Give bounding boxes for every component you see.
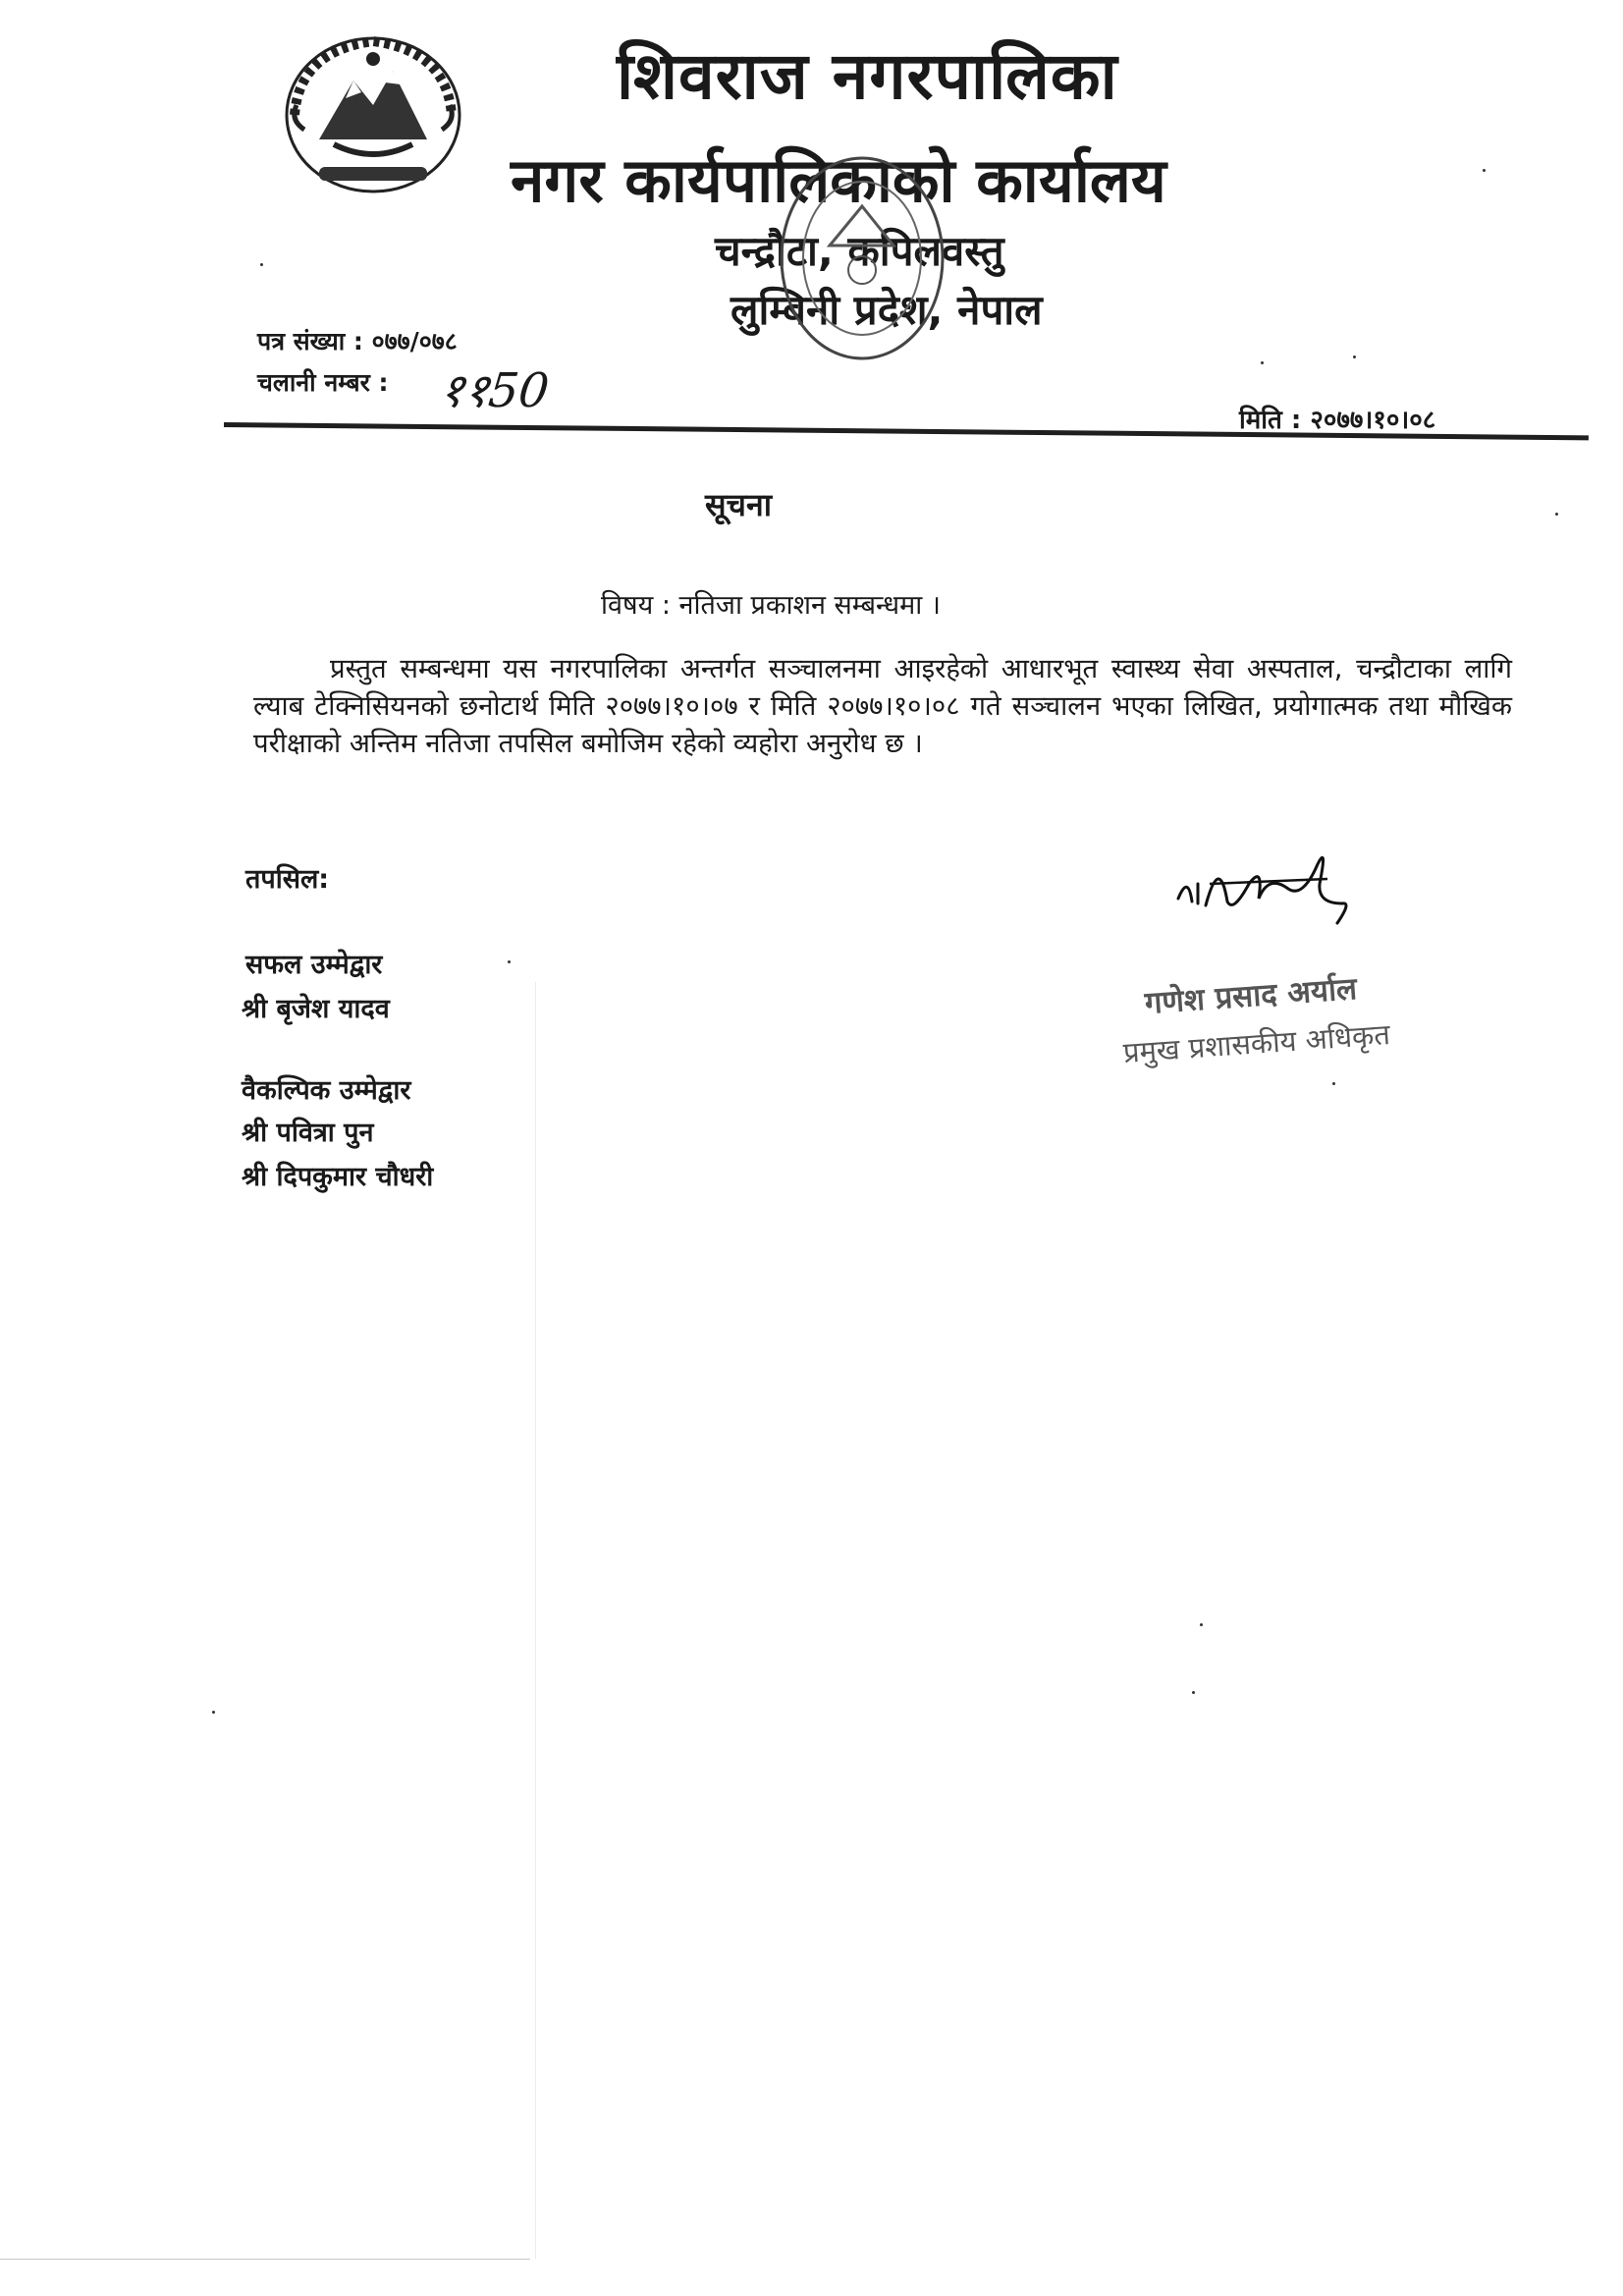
signature-icon (1170, 845, 1367, 933)
scan-speck (1332, 1082, 1335, 1085)
scan-speck (1353, 355, 1356, 358)
notice-body: प्रस्तुत सम्बन्धमा यस नगरपालिका अन्तर्गत सञ्चालनमा आइरहेको आधारभूत स्वास्थ्य सेवा अस्पताल, चन्द्रौटाका लागि ल्याब टेक्निसियनको छनोटार्थ मिति २०७७।१०।०७ र मिति २०७७।१०।०८ गते सञ्चालन भएका लिखित, प्रयोगात्मक तथा मौखिक परीक्षाको अन्तिम नतिजा तपसिल बमोजिम रहेको व्यहोरा अनुरोध छ । (253, 653, 1512, 759)
subject-text: नतिजा प्रकाशन सम्बन्धमा । (678, 590, 942, 621)
scan-speck (508, 960, 511, 963)
scan-speck (1483, 169, 1486, 172)
letter-number-label: पत्र संख्या : (257, 327, 363, 355)
successful-candidates-heading: सफल उम्मेद्वार (245, 950, 383, 980)
scan-speck (1261, 361, 1264, 364)
org-name: शिवराज नगरपालिका (617, 38, 1118, 114)
scan-speck (1192, 1691, 1195, 1694)
scan-speck (1555, 513, 1558, 516)
letter-number (257, 324, 458, 357)
signatory-name: गणेश प्रसाद अर्याल (1143, 970, 1359, 1021)
dispatch-number-label: चलानी नम्बर : (257, 368, 389, 397)
scan-speck (260, 263, 263, 266)
date-value: २०७७।१०।०८ (1310, 406, 1436, 435)
address-line-1: चन्द्रौटा, कपिलवस्तु (715, 227, 1004, 275)
office-stamp-icon (776, 152, 947, 363)
scan-speck (212, 1711, 215, 1714)
office-name: नगर कार्यपालिकाको कार्यालय (511, 144, 1166, 216)
letter-number-value: ०७७/०७८ (371, 327, 458, 355)
signatory-designation: प्रमुख प्रशासकीय अधिकृत (1121, 1017, 1391, 1069)
scan-bottom-line (0, 2259, 530, 2260)
date-label: मिति : (1239, 406, 1302, 435)
alternate-candidates-heading: वैकल्पिक उम्मेद्वार (242, 1075, 411, 1106)
notice-title: सूचना (705, 486, 773, 523)
address-line-2: लुम्बिनी प्रदेश, नेपाल (730, 286, 1043, 334)
scan-edge (535, 982, 536, 2259)
dispatch-number-value: ११50 (436, 363, 552, 418)
notice-subject (601, 585, 941, 622)
successful-candidate: श्री बृजेश यादव (242, 994, 390, 1024)
details-heading: तपसिल: (245, 864, 330, 895)
scan-speck (1200, 1623, 1203, 1626)
alternate-candidate: श्री पवित्रा पुन (242, 1118, 374, 1148)
subject-label: विषय : (601, 590, 671, 621)
alternate-candidate: श्री दिपकुमार चौधरी (242, 1162, 434, 1192)
government-emblem-icon (275, 22, 471, 198)
letter-date (1239, 401, 1435, 436)
